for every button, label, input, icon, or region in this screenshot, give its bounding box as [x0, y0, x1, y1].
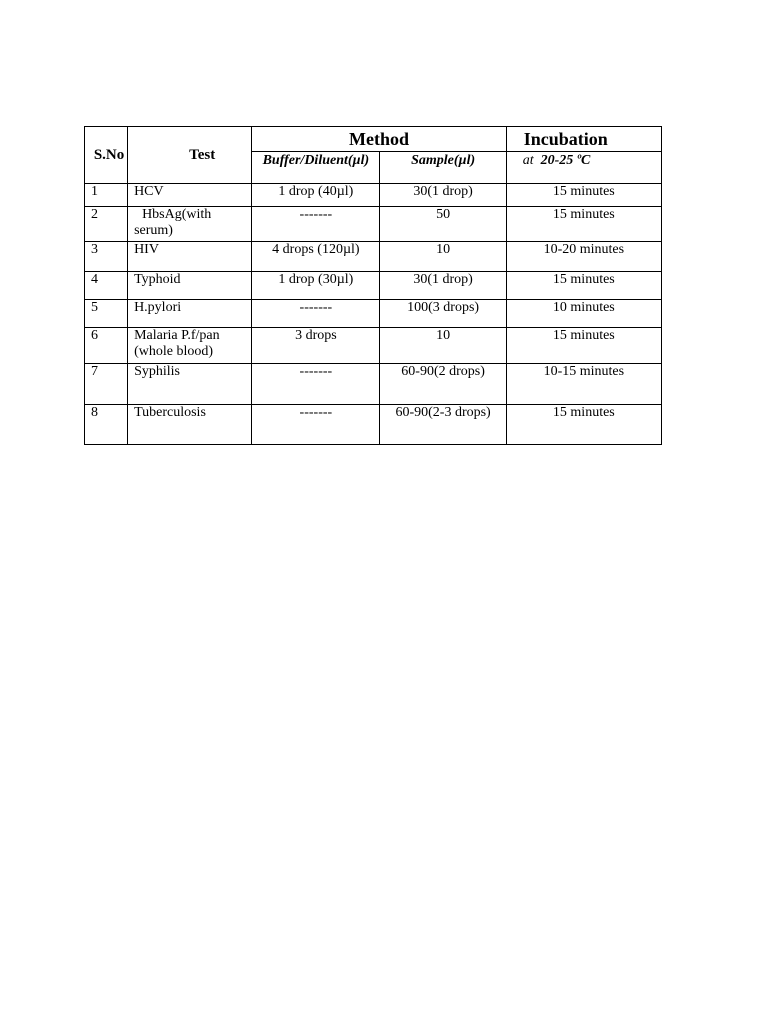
row-sample: 10 [380, 242, 506, 272]
row-sno: 7 [85, 364, 128, 405]
table-row [85, 207, 662, 242]
header-buffer: Buffer/Diluent(µl) [252, 152, 380, 184]
row-incubation: 10-15 minutes [506, 364, 661, 405]
row-test: Malaria P.f/pan (whole blood) [128, 328, 252, 364]
header-incubation-condition [506, 152, 661, 184]
row-sno: 2 [85, 207, 128, 242]
table-row [85, 242, 662, 272]
row-sample: 50 [380, 207, 506, 242]
table-row [85, 300, 662, 328]
header-sno: S.No [85, 127, 128, 184]
header-test: Test [128, 127, 252, 184]
row-sample: 30(1 drop) [380, 184, 506, 207]
header-method: Method [252, 127, 506, 152]
row-test: Typhoid [128, 272, 252, 300]
row-sample: 60-90(2-3 drops) [380, 405, 506, 445]
table-row [85, 184, 662, 207]
table-row [85, 328, 662, 364]
header-incubation: Incubation [506, 127, 661, 152]
row-test: HbsAg(with serum) [128, 207, 252, 242]
row-test: H.pylori [128, 300, 252, 328]
row-sample: 100(3 drops) [380, 300, 506, 328]
table-row [85, 405, 662, 445]
row-incubation: 10-20 minutes [506, 242, 661, 272]
row-test: HIV [128, 242, 252, 272]
header-sample: Sample(µl) [380, 152, 506, 184]
row-buffer: ------- [252, 300, 380, 328]
row-test: Tuberculosis [128, 405, 252, 445]
row-sno: 6 [85, 328, 128, 364]
row-sample: 30(1 drop) [380, 272, 506, 300]
row-buffer: ------- [252, 207, 380, 242]
row-sample: 10 [380, 328, 506, 364]
row-test: Syphilis [128, 364, 252, 405]
header-row-top [85, 127, 662, 152]
row-sno: 1 [85, 184, 128, 207]
table-row [85, 272, 662, 300]
row-sno: 8 [85, 405, 128, 445]
table-row [85, 364, 662, 405]
row-incubation: 15 minutes [506, 184, 661, 207]
row-sno: 4 [85, 272, 128, 300]
row-sample: 60-90(2 drops) [380, 364, 506, 405]
row-sno: 5 [85, 300, 128, 328]
row-buffer: 3 drops [252, 328, 380, 364]
row-buffer: 4 drops (120µl) [252, 242, 380, 272]
row-buffer: ------- [252, 364, 380, 405]
row-incubation: 15 minutes [506, 272, 661, 300]
row-sno: 3 [85, 242, 128, 272]
incubation-temperature: 20-25 ºC [540, 153, 591, 168]
row-incubation: 15 minutes [506, 207, 661, 242]
row-incubation: 15 minutes [506, 328, 661, 364]
row-test: HCV [128, 184, 252, 207]
test-method-table [84, 126, 662, 445]
incubation-at-label: at [522, 153, 534, 168]
row-incubation: 15 minutes [506, 405, 661, 445]
row-buffer: 1 drop (40µl) [252, 184, 380, 207]
row-buffer: 1 drop (30µl) [252, 272, 380, 300]
row-buffer: ------- [252, 405, 380, 445]
row-incubation: 10 minutes [506, 300, 661, 328]
